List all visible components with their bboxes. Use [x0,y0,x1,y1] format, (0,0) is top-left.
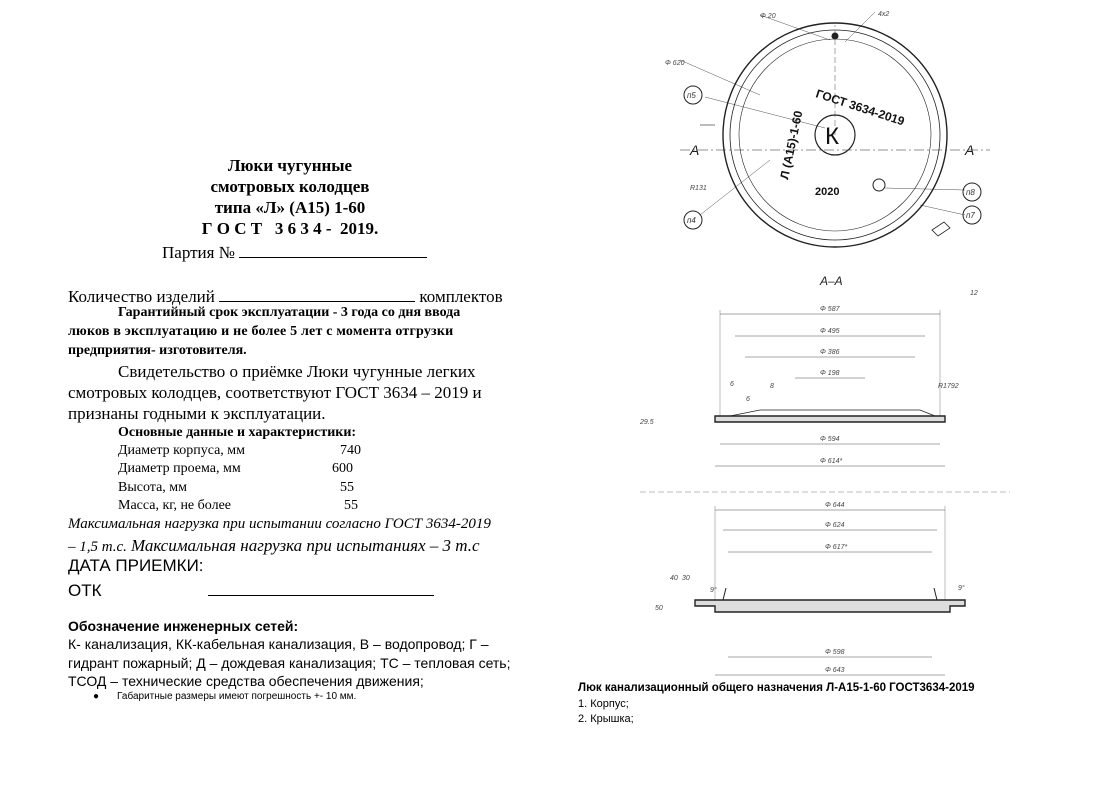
networks-line-2: гидрант пожарный; Д – дождевая канализация; ТС – тепловая сеть; [68,655,511,671]
otk-signature-blank [208,578,434,596]
drawing-caption-item: 1. Корпус; [578,698,629,710]
warranty-line-1: Гарантийный срок эксплуатации - 3 года со дня ввода [118,305,461,320]
quantity-unit: комплектов [419,287,503,306]
dimension-label: Φ 624 [825,522,845,529]
spec-label: Масса, кг, не более [118,498,231,513]
spec-label: Высота, мм [118,480,187,495]
quantity-line [68,284,503,307]
certificate-line-1: Свидетельство о приёмке Люки чугунные легких [118,362,476,381]
frame-wall [723,588,937,600]
networks-line-1: К- канализация, КК-кабельная канализация, В – водопровод; Г – [68,636,489,652]
cover-dome [730,410,935,416]
dimension-label: Φ 643 [825,667,845,674]
latch-lug [932,222,950,236]
dimension-label: Φ 587 [820,306,840,313]
batch-number-blank [239,240,427,258]
specs-heading: Основные данные и характеристики: [118,425,357,440]
callout-label: п7 [966,211,975,220]
cover-arc-left: Л (А15)-1-60 [777,109,806,181]
cover-lettering [777,87,906,198]
bullet-dot: ● [93,691,100,702]
warranty-line-3: предприятия- изготовителя. [68,343,247,358]
networks-bullet [93,691,356,702]
title-line-3: типа «Л» (А15) 1-60 [214,198,366,217]
networks-heading: Обозначение инженерных сетей: [68,618,299,634]
load-test-value: – 1,5 т.с. [68,539,127,555]
dimension-label: Φ 614* [820,458,843,465]
section2-dimensions [655,502,965,674]
callout-label: п4 [687,216,696,225]
cover-year: 2020 [815,186,840,198]
load-max-value: Максимальная нагрузка при испытаниях – 3 т.с [130,536,480,555]
quantity-blank [219,284,415,302]
dimension-label: Φ 617* [825,544,848,551]
dimension-label: Φ 644 [825,502,845,509]
dimension-label: 4x2 [878,11,890,18]
acceptance-date-label: ДАТА ПРИЕМКИ: [68,556,204,575]
quantity-label: Количество изделий [68,287,215,306]
leader-line [845,12,875,42]
spec-value: 600 [332,461,353,476]
section-title: А–А [820,274,843,288]
dimension-label: Φ 598 [825,649,845,656]
dimension-label: 29.5 [640,419,654,426]
dimension-label: Φ 495 [820,328,840,335]
load-line-2 [68,536,480,556]
dimension-label: R131 [690,185,707,192]
technical-drawing [620,0,1110,690]
spec-label: Диаметр проема, мм [118,461,241,476]
dimension-label: 30 [682,575,690,582]
dimension-label: Φ 620 [665,60,685,67]
section-markers [689,142,974,288]
dimension-label: R1792 [938,383,959,390]
title-line-4: Г О С Т 3 6 3 4 - 2019. [201,219,379,238]
networks-line-3: ТСОД – технические средства обеспечения движения; [68,673,424,689]
section1-dimensions [639,290,978,465]
dimension-label: 40 [670,575,678,582]
spec-value: 55 [340,480,354,495]
dimension-label: 9° [710,587,717,594]
spec-value: 740 [340,443,361,458]
dimension-label: 12 [970,290,978,297]
dimension-label: 6 [746,396,750,403]
trademark-icon [873,179,885,191]
load-line-1: Максимальная нагрузка при испытании согласно ГОСТ 3634-2019 [68,516,491,532]
frame-profile [695,600,965,612]
dimension-label: Φ 386 [820,349,840,356]
dimension-label: 8 [770,383,774,390]
otk-label: ОТК [68,581,102,600]
dimension-label: 50 [655,605,663,612]
spec-label: Диаметр корпуса, мм [118,443,246,458]
otk-line [68,578,434,601]
certificate-line-2: смотровых колодцев, соответствуют ГОСТ 3634 – 2019 и [68,383,482,402]
leader-line [920,205,965,215]
dimension-label: Φ 20 [760,13,776,20]
tolerance-note: Габаритные размеры имеют погрешность +- 10 мм. [117,691,357,702]
cover-profile [715,416,945,422]
cover-arc-right: ГОСТ 3634-2019 [814,86,907,129]
spec-value: 55 [344,498,358,513]
title-line-1: Люки чугунные [227,156,353,175]
dimension-label: Φ 594 [820,436,840,443]
section-marker-right: А [965,142,975,158]
cover-letter: К [825,123,839,150]
callout-label: п5 [687,91,696,100]
drawing-caption-item: 2. Крышка; [578,713,634,725]
section-marker-left: А [690,142,700,158]
dimension-label: 9° [958,585,965,592]
dimension-label: 6 [730,381,734,388]
batch-label: Партия № [162,243,235,262]
title-line-2: смотровых колодцев [210,177,370,196]
callout-label: п8 [966,188,975,197]
batch-line [162,240,427,263]
certificate-line-3: признаны годными к эксплуатации. [68,404,326,423]
warranty-line-2: люков в эксплуатацию и не более 5 лет с момента отгрузки [68,324,454,339]
drawing-caption-title: Люк канализационный общего назначения Л-А15-1-60 ГОСТ3634-2019 [578,682,975,694]
callout-labels [687,91,975,225]
dimension-label: Φ 198 [820,370,840,377]
